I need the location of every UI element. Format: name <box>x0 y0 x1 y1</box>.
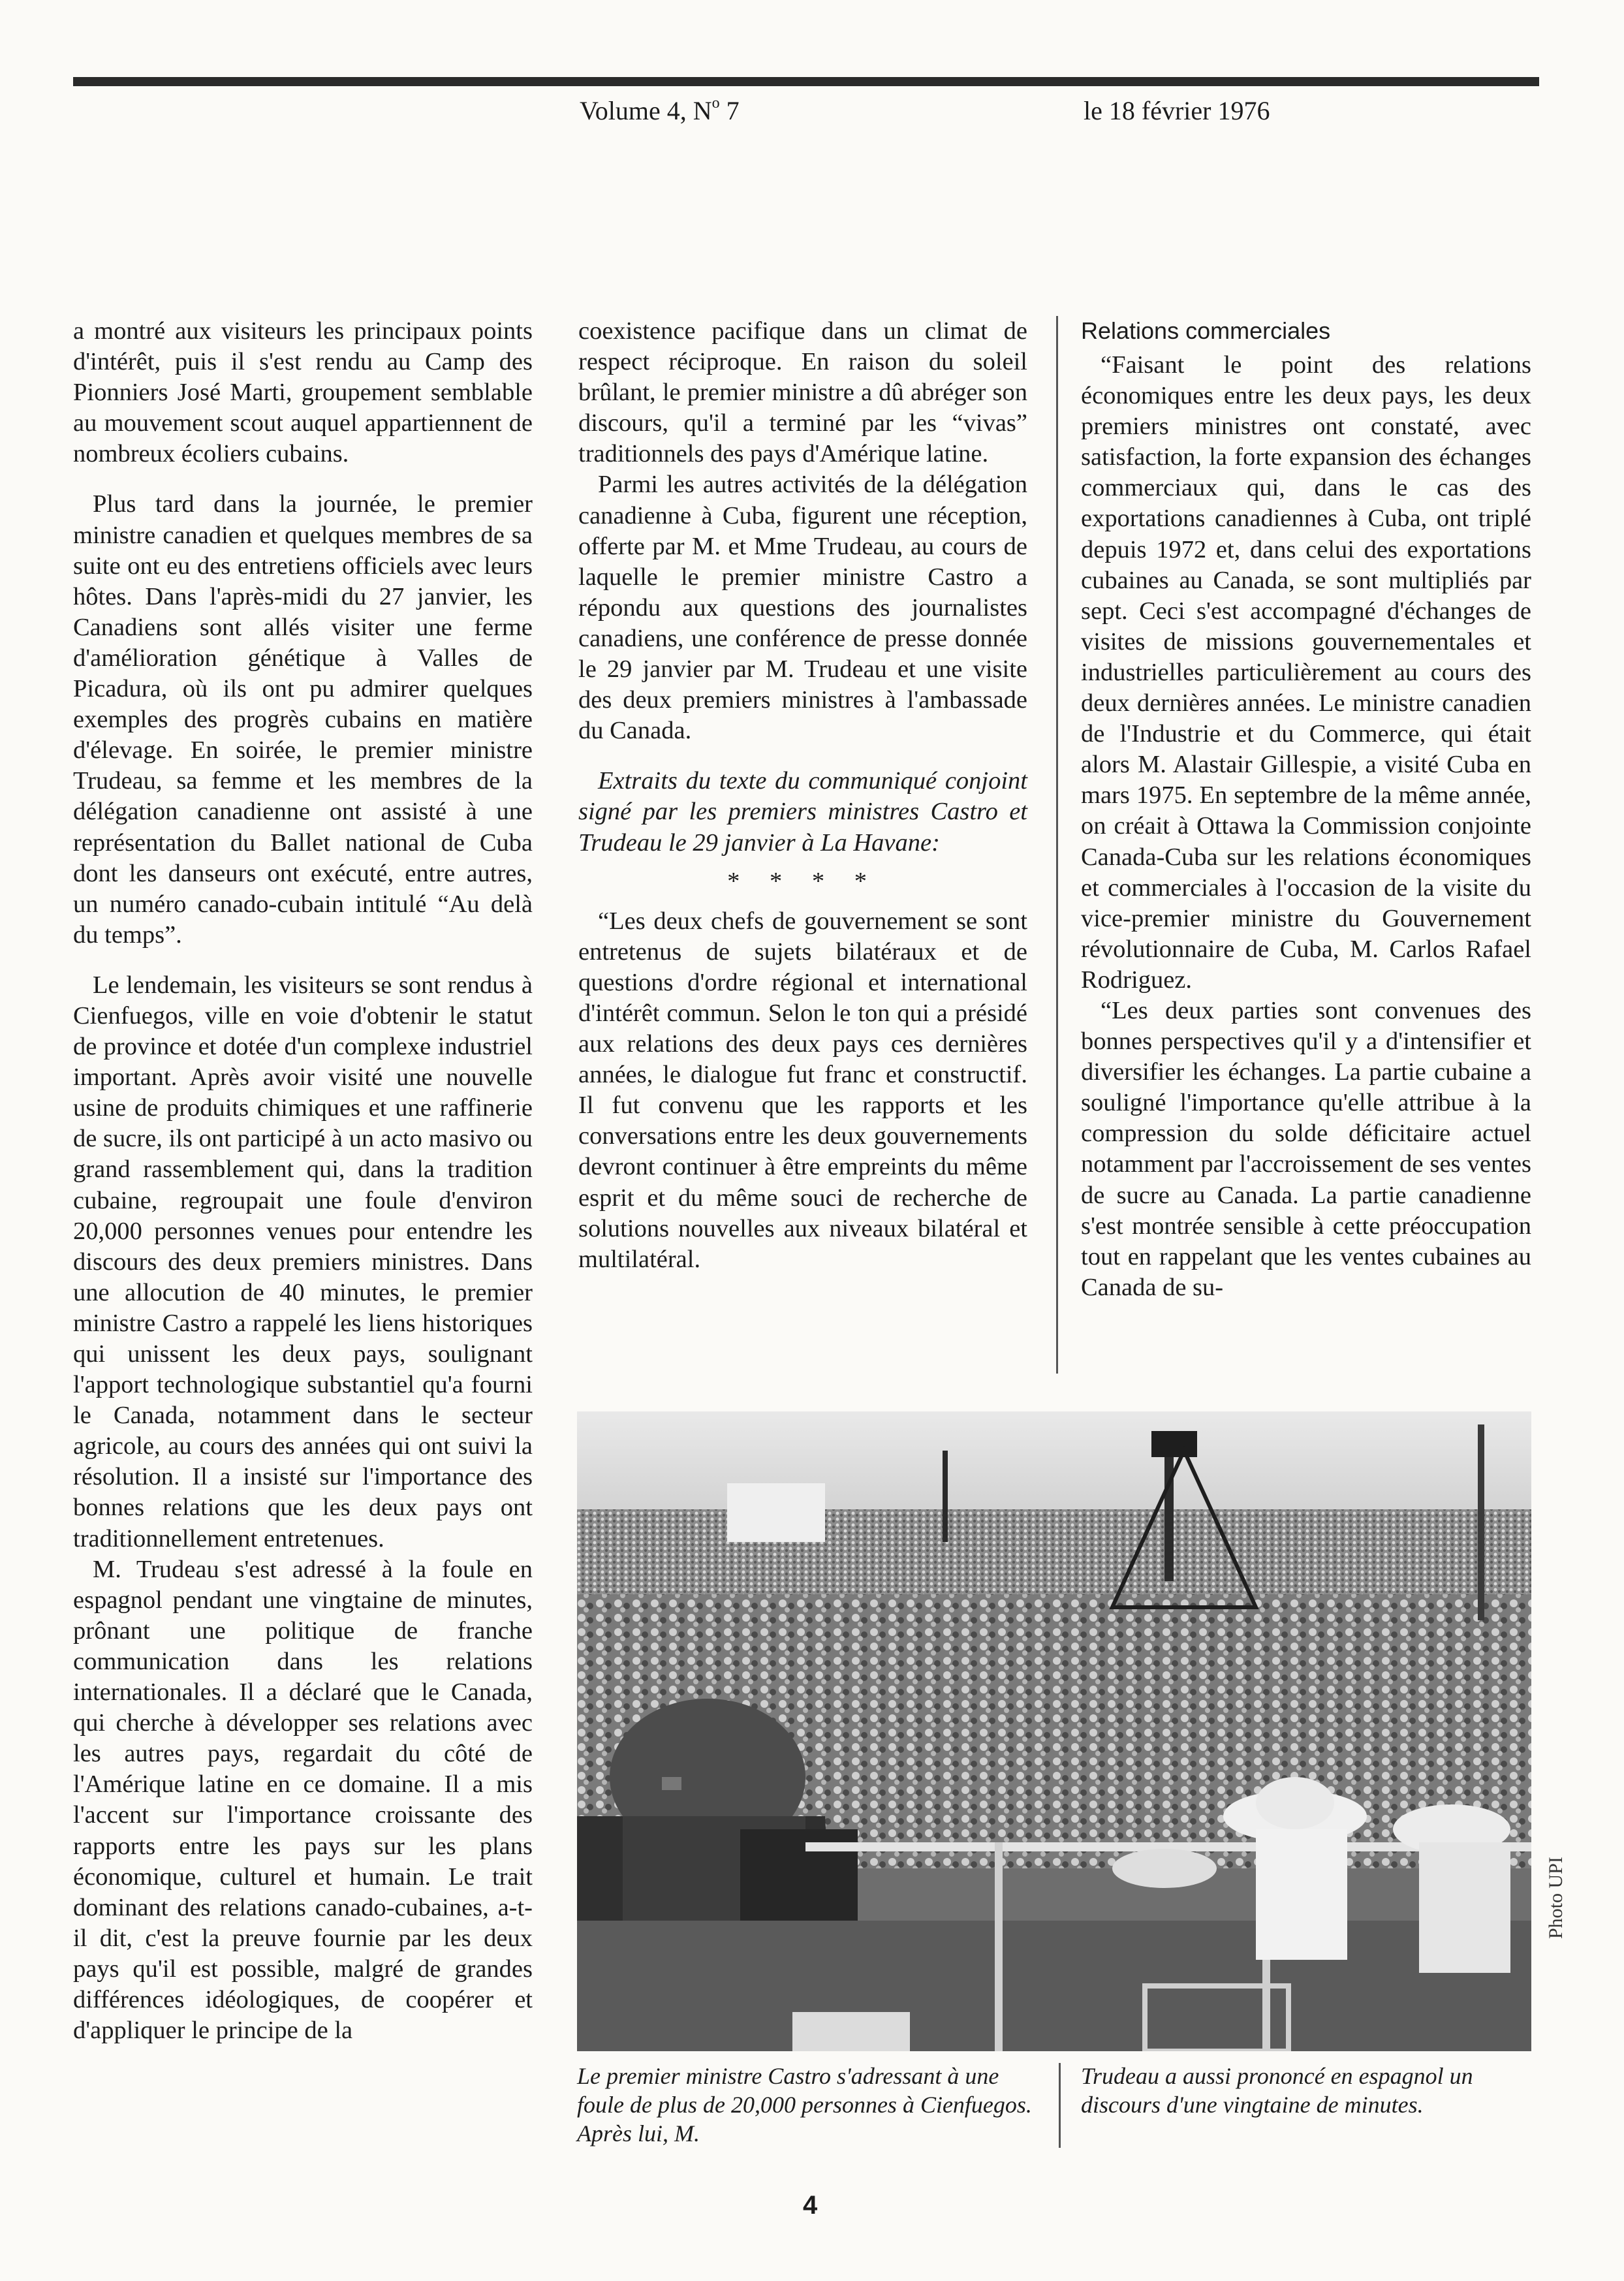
crowd-photo <box>577 1411 1531 2051</box>
photo-caption-left: Le premier ministre Castro s'adressant à une foule de plus de 20,000 personnes à Cienfuegos. Après lui, M. <box>577 2063 1032 2147</box>
issue-date: le 18 février 1976 <box>1084 96 1270 125</box>
section-heading: Relations commerciales <box>1081 317 1331 344</box>
paragraph: Parmi les autres activités de la délégation canadienne à Cuba, figurent une réception, offerte par M. et Mme Trudeau, au cours de laquelle le premier ministre Castro a répondu aux questions des journalistes canadiens, une conférence de presse donnée le 29 janvier par M. Trudeau et une visite des deux premiers ministres à l'ambassade du Canada. <box>578 471 1027 745</box>
page-number: 4 <box>803 2191 818 2220</box>
caption-divider <box>1059 2063 1061 2148</box>
photo-credit: Photo UPI <box>1545 1857 1567 1939</box>
article-column-1 <box>73 316 533 2046</box>
photo-caption-right: Trudeau a aussi prononcé en espagnol un discours d'une vingtaine de minutes. <box>1081 2063 1473 2118</box>
communique-quote: “Les deux chefs de gouvernement se sont entretenus de sujets bilatéraux et de questions d'ordre régional et international d'intérêt commun. Selon le ton qui a présidé aux relations des deux pays ces dernières années, le dialogue fut franc et constructif. Il fut convenu que les rapports et les conversations entre les deux gouvernements devront continuer à être empreints du même esprit et du même souci de recherche de solutions nouvelles aux niveaux bilatéral et multilatéral. <box>578 907 1027 1273</box>
paragraph: “Faisant le point des relations économiques entre les deux pays, les deux premiers ministres ont constaté, avec satisfaction, la forte expansion des échanges commerciaux qui, dans le cas des exportations canadiennes à Cuba, ont triplé depuis 1972 et, dans celui des exportations cubaines au Canada, se sont multipliés par sept. Ceci s'est accompagné d'échanges de visites de missions gouvernementales et industrielles particulièrement au cours des deux dernières années. Le ministre canadien de l'Industrie et du Commerce, qui était alors M. Alastair Gillespie, a visité Cuba en mars 1975. En septembre de la même année, on créait à Ottawa la Commission conjointe Canada-Cuba sur les relations économiques et commerciales à l'occasion de la visite du vice-premier ministre du Gouvernement révolutionnaire de Cuba, M. Carlos Rafael Rodriguez. <box>1081 351 1531 994</box>
paragraph: “Les deux parties sont convenues des bonnes perspectives qu'il y a d'intensifier et diversifier les échanges. La partie cubaine a souligné l'importance qu'elle attribue à la compression du solde déficitaire actuel notamment par l'accroissement de ses ventes de sucre au Canada. La partie canadienne s'est montrée sensible à cette préoccupation tout en rappelant que les ventes cubaines au Canada de su- <box>1081 996 1531 1301</box>
header-rule <box>73 77 1539 86</box>
communique-intro: Extraits du texte du communiqué conjoint signé par les premiers ministres Castro et Trudeau le 29 janvier à La Havane: <box>578 767 1027 857</box>
section-separator: * * * * <box>727 867 879 895</box>
paragraph: Plus tard dans la journée, le premier ministre canadien et quelques membres de sa suite ont eu des entretiens officiels avec leurs hôtes. Dans l'après-midi du 27 janvier, les Canadiens sont allés visiter une ferme d'amélioration génétique à Valles de Picadura, où ils ont pu admirer quelques exemples des progrès cubains en matière d'élevage. En soirée, le premier ministre Trudeau, sa femme et les membres de la délégation canadienne ont assisté à une représentation du Ballet national de Cuba dont les danseurs ont exécuté, entre autres, un numéro canado-cubain intitulé “Au delà du temps”. <box>73 490 533 949</box>
paragraph: Le lendemain, les visiteurs se sont rendus à Cienfuegos, ville en voie d'obtenir le statut de province et dotée d'un complexe industriel important. Après avoir visité une nouvelle usine de produits chimiques et une raffinerie de sucre, ils ont participé à un acto masivo ou grand rassemblement qui, dans la tradition cubaine, regroupait une foule d'environ 20,000 personnes venues pour entendre les discours des deux premiers ministres. Dans une allocution de 40 minutes, le premier ministre Castro a rappelé les liens historiques qui unissent les deux pays, soulignant l'apport technologique substantiel qu'a fourni le Canada, notamment dans le secteur agricole, au cours des années qui ont suivi la résolution. Il a insisté sur l'importance des bonnes relations que les deux pays ont traditionnellement entretenues. <box>73 971 533 1552</box>
paragraph: M. Trudeau s'est adressé à la foule en espagnol pendant une vingtaine de minutes, prônant une politique de franche communication dans les relations internationales. Il a déclaré que le Canada, qui cherche à développer ses relations avec les autres pays, regardait du côté de l'Amérique latine en ce domaine. Il a mis l'accent sur l'importance croissante des rapports entre les pays sur les plans économique, culturel et humain. Le trait dominant des relations canado-cubaines, a-t-il dit, c'est la preuve fournie par les deux pays qu'il est possible, malgré de grandes différences idéologiques, de coopérer et d'appliquer le principe de la <box>73 1555 533 2045</box>
paragraph: coexistence pacifique dans un climat de respect réciproque. En raison du soleil brûlant, le premier ministre a dû abréger son discours, qu'il a terminé par les “vivas” traditionnels des pays d'Amérique latine. <box>578 317 1027 468</box>
paragraph: a montré aux visiteurs les principaux points d'intérêt, puis il s'est rendu au Camp des Pionniers José Marti, groupement semblable au mouvement scout auquel appartiennent de nombreux écoliers cubains. <box>73 317 533 468</box>
article-column-3 <box>1081 316 1531 1303</box>
article-column-2 <box>578 316 1027 1275</box>
column-divider <box>1056 316 1058 1374</box>
crowd-rally-image <box>577 1411 1531 2051</box>
volume-number: Volume 4, $N^o$ 7 <box>580 95 740 125</box>
